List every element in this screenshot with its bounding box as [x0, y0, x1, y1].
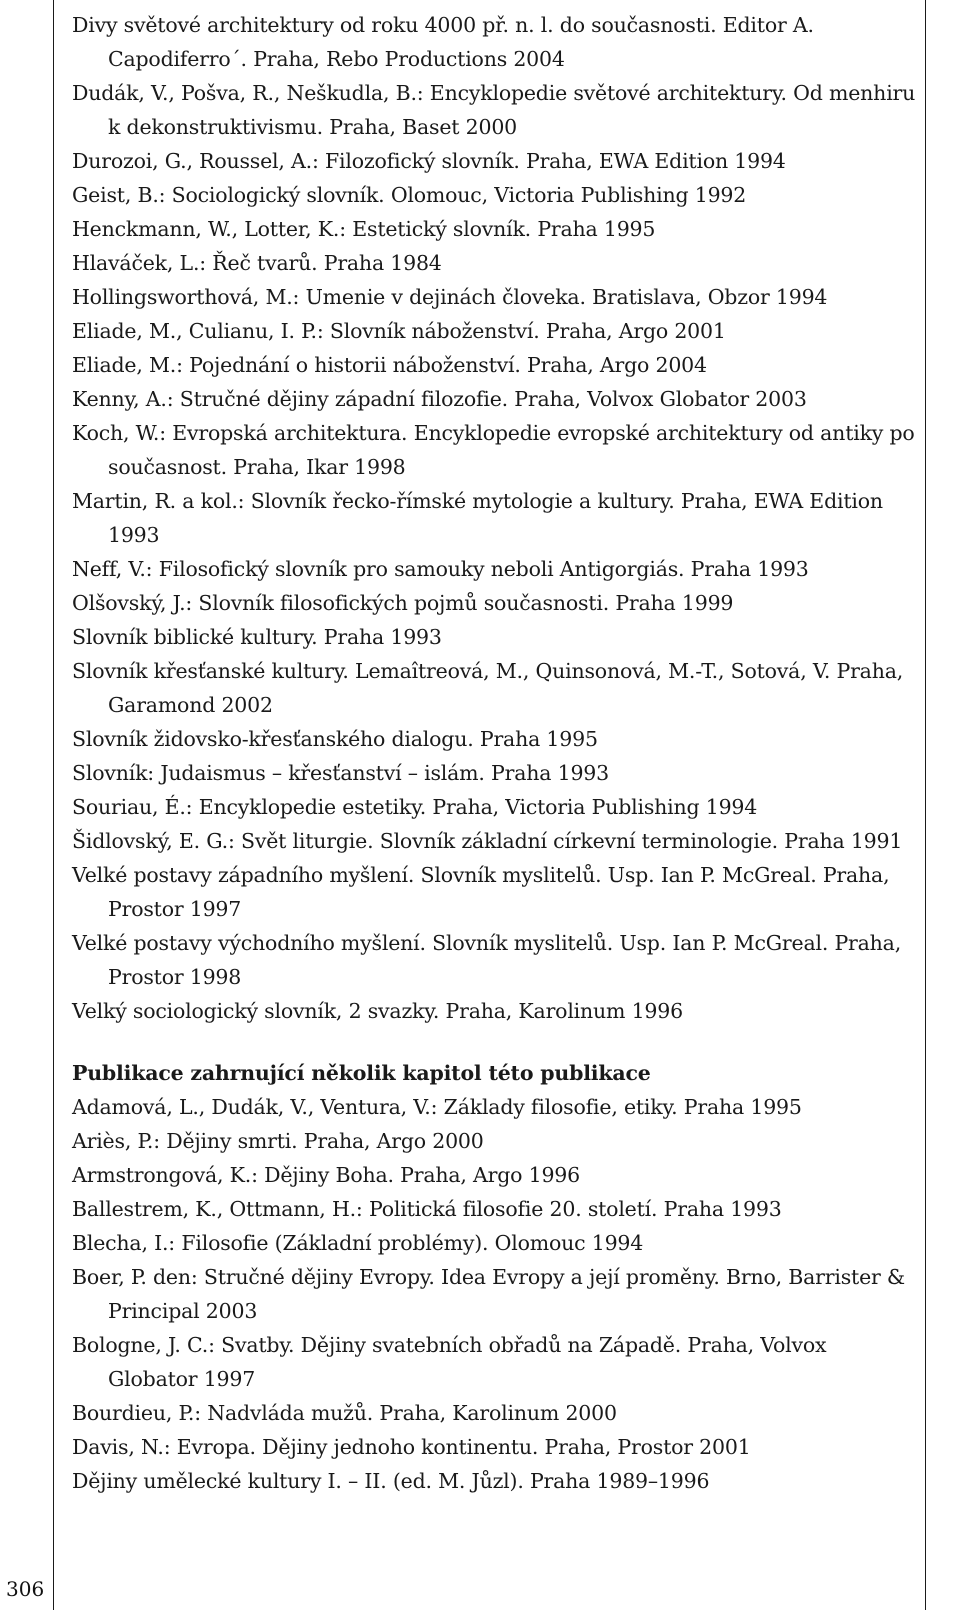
bibliography-entry: Šidlovský, E. G.: Svět liturgie. Slovník základní církevní terminologie. Praha 1991 [72, 829, 903, 853]
bibliography-entry: Slovník židovsko-křesťanského dialogu. Praha 1995 [72, 727, 598, 751]
bibliography-entry: Souriau, É.: Encyklopedie estetiky. Praha, Victoria Publishing 1994 [72, 795, 758, 819]
bibliography-entry: Henckmann, W., Lotter, K.: Estetický slovník. Praha 1995 [72, 217, 656, 241]
bibliography-entry: Divy světové architektury od roku 4000 př. n. l. do současnosti. Editor A. Capodiferro´. Praha, Rebo Productions 2004 [72, 13, 814, 71]
bibliography-entry: Adamová, L., Dudák, V., Ventura, V.: Základy filosofie, etiky. Praha 1995 [72, 1095, 802, 1119]
bibliography-entry: Hollingsworthová, M.: Umenie v dejinách človeka. Bratislava, Obzor 1994 [72, 285, 828, 309]
bibliography-entry: Koch, W.: Evropská architektura. Encyklopedie evropské architektury od antiky po současnost. Praha, Ikar 1998 [72, 421, 915, 479]
bibliography [72, 8, 917, 1498]
bibliography-entry: Ballestrem, K., Ottmann, H.: Politická filosofie 20. století. Praha 1993 [72, 1197, 782, 1221]
bibliography-list-1 [72, 8, 917, 1028]
bibliography-entry: Bourdieu, P.: Nadvláda mužů. Praha, Karolinum 2000 [72, 1401, 617, 1425]
bibliography-entry: Kenny, A.: Stručné dějiny západní filozofie. Praha, Volvox Globator 2003 [72, 387, 807, 411]
bibliography-entry: Dudák, V., Pošva, R., Neškudla, B.: Encyklopedie světové architektury. Od menhiru k dekonstruktivismu. Praha, Baset 2000 [72, 81, 916, 139]
bibliography-entry: Slovník křesťanské kultury. Lemaîtreová, M., Quinsonová, M.-T., Sotová, V. Praha, Garamond 2002 [72, 659, 904, 717]
bibliography-entry: Blecha, I.: Filosofie (Základní problémy). Olomouc 1994 [72, 1231, 644, 1255]
bibliography-entry: Boer, P. den: Stručné dějiny Evropy. Idea Evropy a její proměny. Brno, Barrister & Principal 2003 [72, 1265, 905, 1323]
bibliography-entry: Velké postavy západního myšlení. Slovník myslitelů. Usp. Ian P. McGreal. Praha, Prostor 1997 [72, 863, 890, 921]
bibliography-entry: Eliade, M.: Pojednání o historii náboženství. Praha, Argo 2004 [72, 353, 707, 377]
bibliography-entry: Slovník biblické kultury. Praha 1993 [72, 625, 442, 649]
right-margin-rule [925, 0, 926, 1610]
bibliography-entry: Neff, V.: Filosofický slovník pro samouky neboli Antigorgiás. Praha 1993 [72, 557, 809, 581]
bibliography-entry: Eliade, M., Culianu, I. P.: Slovník náboženství. Praha, Argo 2001 [72, 319, 726, 343]
page-number: 306 [6, 1577, 45, 1601]
bibliography-entry: Martin, R. a kol.: Slovník řecko-římské mytologie a kultury. Praha, EWA Edition 1993 [72, 489, 883, 547]
bibliography-entry: Slovník: Judaismus – křesťanství – islám. Praha 1993 [72, 761, 609, 785]
bibliography-entry: Hlaváček, L.: Řeč tvarů. Praha 1984 [72, 251, 442, 275]
bibliography-entry: Davis, N.: Evropa. Dějiny jednoho kontinentu. Praha, Prostor 2001 [72, 1435, 751, 1459]
bibliography-entry: Bologne, J. C.: Svatby. Dějiny svatebních obřadů na Západě. Praha, Volvox Globator 1997 [72, 1333, 827, 1391]
bibliography-entry: Ariès, P.: Dějiny smrti. Praha, Argo 2000 [72, 1129, 484, 1153]
bibliography-entry: Velký sociologický slovník, 2 svazky. Praha, Karolinum 1996 [72, 999, 683, 1023]
bibliography-list-2 [72, 1090, 917, 1498]
bibliography-entry: Durozoi, G., Roussel, A.: Filozofický slovník. Praha, EWA Edition 1994 [72, 149, 786, 173]
bibliography-entry: Velké postavy východního myšlení. Slovník myslitelů. Usp. Ian P. McGreal. Praha, Prostor 1998 [72, 931, 902, 989]
bibliography-entry: Geist, B.: Sociologický slovník. Olomouc, Victoria Publishing 1992 [72, 183, 747, 207]
bibliography-entry: Dějiny umělecké kultury I. – II. (ed. M. Jůzl). Praha 1989–1996 [72, 1469, 710, 1493]
section-heading: Publikace zahrnující několik kapitol této publikace [72, 1061, 651, 1085]
bibliography-entry: Olšovský, J.: Slovník filosofických pojmů současnosti. Praha 1999 [72, 591, 734, 615]
left-margin-rule [53, 0, 54, 1610]
bibliography-entry: Armstrongová, K.: Dějiny Boha. Praha, Argo 1996 [72, 1163, 580, 1187]
